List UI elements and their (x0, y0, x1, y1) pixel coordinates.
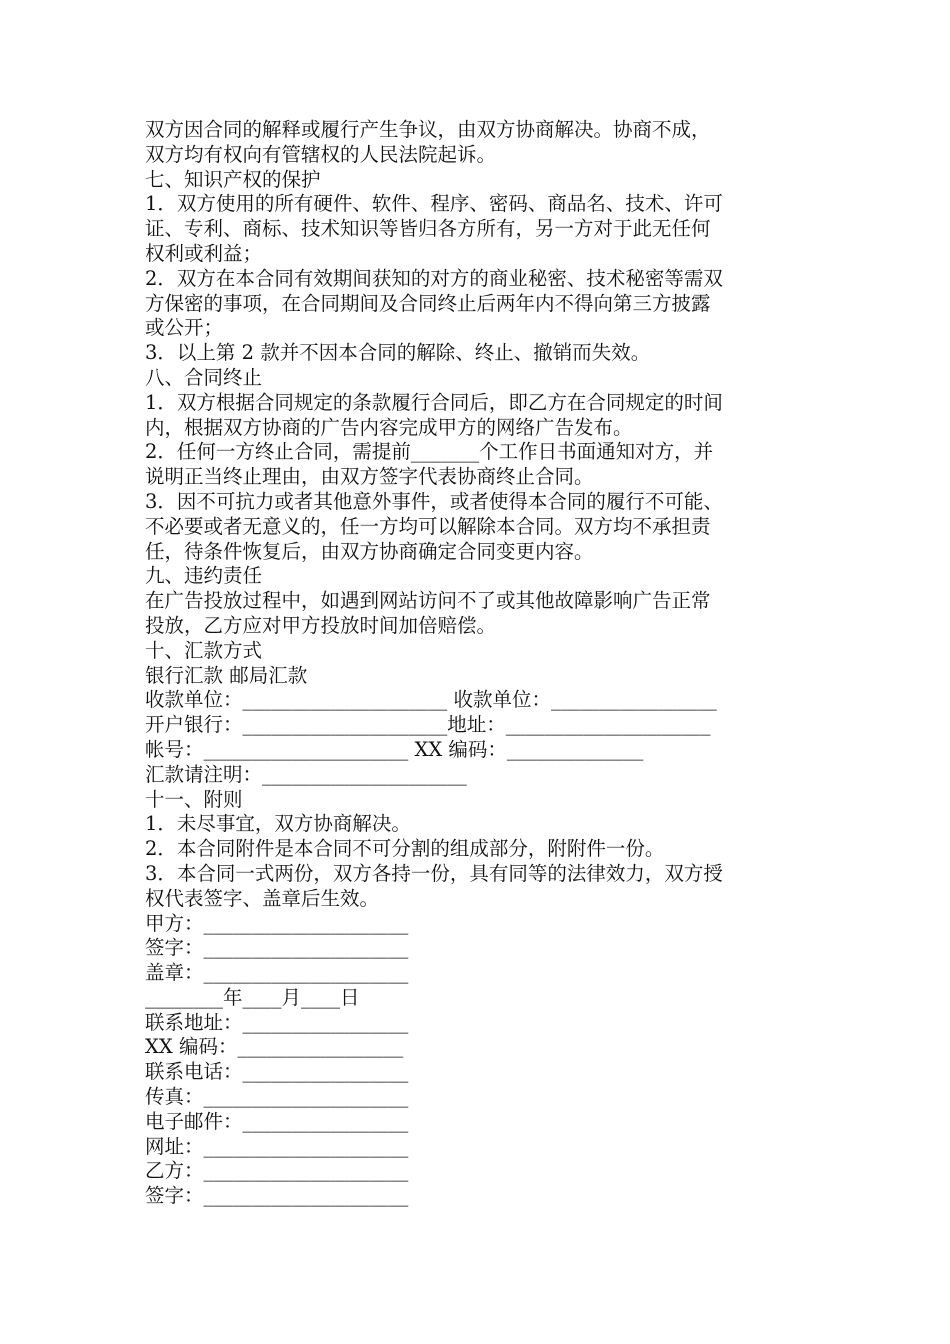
text-line: 3．本合同一式两份，双方各持一份，具有同等的法律效力，双方授 (145, 861, 723, 885)
form-field-line: 帐号：_____________________ XX 编码：______________ (145, 737, 644, 761)
text-line: 权利或利益； (145, 241, 263, 265)
form-field-line: 甲方：_____________________ (145, 911, 409, 935)
form-field-line: 网址：_____________________ (145, 1134, 409, 1158)
section-heading: 九、违约责任 (145, 564, 263, 588)
text-line: 3．因不可抗力或者其他意外事件，或者使得本合同的履行不可能、 (145, 489, 723, 513)
text-line: 方保密的事项，在合同期间及合同终止后两年内不得向第三方披露 (145, 291, 711, 315)
section-heading: 八、合同终止 (145, 365, 263, 389)
section-heading: 十、汇款方式 (145, 638, 263, 662)
form-field-line: XX 编码：_________________ (145, 1035, 404, 1059)
text-line: 内，根据双方协商的广告内容完成甲方的网络广告发布。 (145, 415, 633, 439)
form-field-line: 收款单位：_____________________ 收款单位：_________________ (145, 688, 717, 712)
text-line: 说明正当终止理由，由双方签字代表协商终止合同。 (145, 465, 594, 489)
form-field-line: 盖章：_____________________ (145, 961, 409, 985)
form-field-line: 电子邮件：_________________ (145, 1109, 409, 1133)
text-line: 3．以上第 2 款并不因本合同的解除、终止、撤销而失效。 (145, 341, 651, 365)
text-line: 2．双方在本合同有效期间获知的对方的商业秘密、技术秘密等需双 (145, 266, 723, 290)
section-heading: 十一、附则 (145, 787, 243, 811)
form-field-line: 签字：_____________________ (145, 1184, 409, 1208)
text-line: 双方均有权向有管辖权的人民法院起诉。 (145, 142, 497, 166)
text-line: 1．未尽事宜，双方协商解决。 (145, 812, 411, 836)
section-heading: 七、知识产权的保护 (145, 167, 321, 191)
text-line: 2．本合同附件是本合同不可分割的组成部分，附附件一份。 (145, 837, 665, 861)
contract-page (145, 118, 815, 1209)
text-line: 2．任何一方终止合同，需提前_______个工作日书面通知对方，并 (145, 440, 714, 464)
form-field-line: 开户银行：_____________________地址：_____________________ (145, 713, 711, 737)
text-line: 权代表签字、盖章后生效。 (145, 886, 380, 910)
form-field-line: 联系电话：_________________ (145, 1060, 409, 1084)
text-line: 投放，乙方应对甲方投放时间加倍赔偿。 (145, 613, 497, 637)
form-field-line: 联系地址：_________________ (145, 1010, 409, 1034)
text-line: 银行汇款 邮局汇款 (145, 663, 308, 687)
form-field-line: 签字：_____________________ (145, 936, 409, 960)
text-line: 1．双方使用的所有硬件、软件、程序、密码、商品名、技术、许可 (145, 192, 723, 216)
text-line: 双方因合同的解释或履行产生争议，由双方协商解决。协商不成， (145, 118, 711, 141)
form-field-line: 传真：_____________________ (145, 1085, 409, 1109)
form-field-line: 汇款请注明：_____________________ (145, 762, 467, 786)
text-line: 1．双方根据合同规定的条款履行合同后，即乙方在合同规定的时间 (145, 390, 723, 414)
text-line: 证、专利、商标、技术知识等皆归各方所有，另一方对于此无任何 (145, 217, 711, 241)
date-line: ________年____月____日 (145, 985, 360, 1009)
text-line: 或公开； (145, 316, 224, 340)
text-line: 任，待条件恢复后，由双方协商确定合同变更内容。 (145, 539, 594, 563)
text-line: 不必要或者无意义的，任一方均可以解除本合同。双方均不承担责 (145, 514, 711, 538)
text-line: 在广告投放过程中，如遇到网站访问不了或其他故障影响广告正常 (145, 589, 711, 613)
form-field-line: 乙方：_____________________ (145, 1159, 409, 1183)
